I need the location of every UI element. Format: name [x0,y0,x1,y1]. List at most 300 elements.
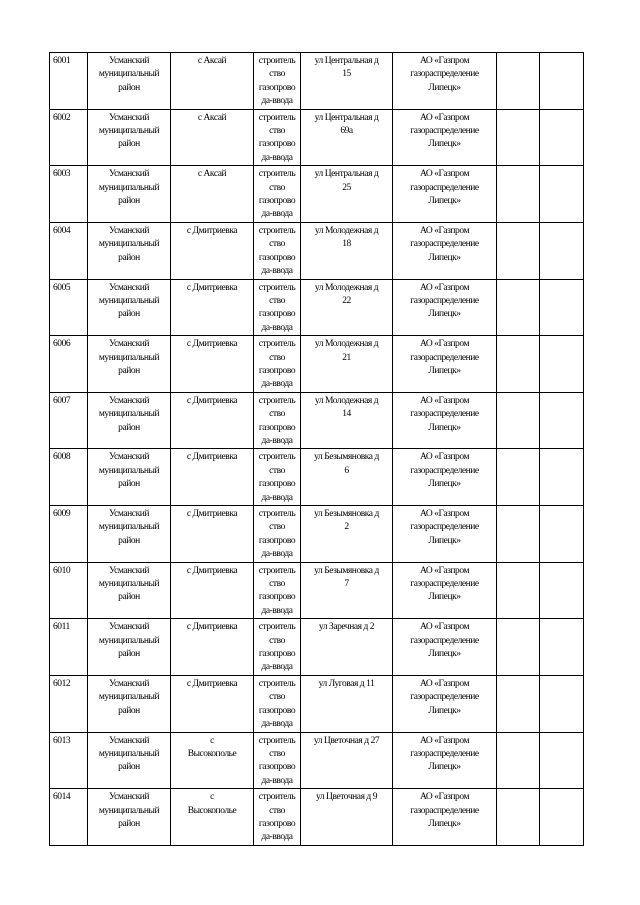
work-type-cell-line: ство [269,69,285,80]
organization-cell-line: Липецк» [428,82,461,93]
address-cell-line: ул Заречная д 2 [318,622,375,633]
organization-cell-line: газораспределение [410,409,479,420]
empty-cell [540,53,584,110]
locality-cell-line: с Дмитриевка [186,678,238,689]
locality-cell [171,675,254,732]
empty-cell [540,449,584,506]
work-type-cell-line: газопрово [258,479,296,490]
work-type-cell [254,336,301,393]
organization-cell-line: АО «Газпром [419,225,470,236]
organization-cell [393,166,497,223]
organization-cell [393,675,497,732]
address-cell-line: ул Центральная д [314,56,379,66]
address-cell-line: ул Безымяновка д [314,452,379,463]
organization-cell-line: Липецк» [428,479,461,490]
work-type-cell-line: строитель [258,282,296,293]
row-number-cell: 6008 [50,449,88,506]
row-number-cell: 6006 [50,336,88,393]
work-type-cell-line: да-ввода [261,435,293,446]
work-type-cell-line: газопрово [258,196,296,207]
work-type-cell-line: строитель [258,339,296,350]
work-type-cell-line: да-ввода [261,379,293,390]
organization-cell-line: АО «Газпром [419,339,470,350]
address-cell [301,53,393,110]
district-cell-line: Усманский [109,792,149,803]
row-number-cell: 6001 [50,53,88,110]
organization-cell [393,336,497,393]
locality-cell-line: с [210,792,214,803]
row-number-cell: 6011 [50,619,88,676]
district-cell-line: Усманский [109,565,149,576]
address-cell-line: 6 [344,465,349,476]
empty-cell [540,222,584,279]
work-type-cell-line: ство [269,579,285,590]
work-type-cell-line: ство [269,748,285,759]
address-cell-line: ул Молодежная д [314,339,379,350]
work-type-cell-line: ство [269,352,285,363]
address-cell [301,562,393,619]
empty-cell [540,675,584,732]
locality-cell-line: с Дмитриевка [186,225,238,236]
work-type-cell-line: ство [269,239,285,250]
district-cell-line: муниципальный [98,692,160,703]
organization-cell-line: газораспределение [410,295,479,306]
organization-cell-line: Липецк» [428,705,461,716]
district-cell-line: район [118,139,140,150]
work-type-cell-line: строитель [258,395,296,406]
work-type-cell [254,506,301,563]
district-cell-line: муниципальный [98,522,160,533]
work-type-cell-line: строитель [258,678,296,689]
work-type-cell-line: газопрово [258,592,296,603]
address-cell-line: 2 [344,522,349,533]
work-type-cell-line: строитель [258,792,296,803]
organization-cell-line: Липецк» [428,592,461,603]
district-cell-line: район [118,365,140,376]
work-type-cell-line: да-ввода [261,775,293,786]
empty-cell [497,166,540,223]
empty-cell [497,53,540,110]
address-cell-line: 21 [342,352,351,363]
district-cell-line: Усманский [109,622,149,633]
empty-cell [497,562,540,619]
organization-cell [393,392,497,449]
row-number-cell: 6003 [50,166,88,223]
address-cell-line: 25 [342,182,351,193]
table-row [50,392,584,449]
district-cell-line: район [118,649,140,660]
work-type-cell-line: строитель [258,565,296,576]
address-cell-line: ул Центральная д [314,112,379,123]
work-type-cell-line: да-ввода [261,832,293,843]
work-type-cell-line: газопрово [258,309,296,320]
locality-cell [171,222,254,279]
work-type-cell-line: газопрово [258,705,296,716]
locality-cell [171,336,254,393]
locality-cell-line: с Аксай [197,112,227,123]
work-type-cell-line: строитель [258,112,296,123]
district-cell-line: муниципальный [98,465,160,476]
district-cell [88,789,171,846]
table-body [50,53,584,846]
table-row [50,53,584,110]
address-cell [301,619,393,676]
district-cell-line: Усманский [109,56,149,66]
organization-cell-line: газораспределение [410,352,479,363]
work-type-cell-line: газопрово [258,649,296,660]
organization-cell-line: газораспределение [410,692,479,703]
organization-cell-line: газораспределение [410,805,479,816]
organization-cell-line: газораспределение [410,239,479,250]
organization-cell-line: Липецк» [428,365,461,376]
address-cell-line: 69а [340,126,353,137]
district-cell-line: Усманский [109,339,149,350]
address-cell-line: ул Цветочная д 27 [313,735,380,746]
district-cell-line: район [118,422,140,433]
organization-cell-line: Липецк» [428,422,461,433]
empty-cell [497,392,540,449]
address-cell-line: 18 [342,239,351,250]
address-cell-line: 7 [344,579,349,590]
district-cell [88,222,171,279]
organization-cell-line: Липецк» [428,649,461,660]
organization-cell-line: газораспределение [410,182,479,193]
locality-cell-line: с Дмитриевка [186,395,238,406]
empty-cell [497,789,540,846]
table-row [50,562,584,619]
district-cell-line: муниципальный [98,295,160,306]
district-cell-line: Усманский [109,735,149,746]
district-cell-line: район [118,818,140,829]
address-cell [301,449,393,506]
work-type-cell [254,222,301,279]
address-cell [301,732,393,789]
address-cell [301,109,393,166]
district-cell-line: район [118,592,140,603]
district-cell [88,109,171,166]
work-type-cell-line: строитель [258,452,296,463]
locality-cell [171,53,254,110]
locality-cell-line: с Дмитриевка [186,622,238,633]
address-cell [301,789,393,846]
row-number-cell: 6004 [50,222,88,279]
district-cell-line: Усманский [109,282,149,293]
district-cell [88,53,171,110]
row-number-cell: 6012 [50,675,88,732]
work-type-cell-line: ство [269,635,285,646]
work-type-cell-line: да-ввода [261,719,293,730]
work-type-cell-line: да-ввода [261,96,293,107]
work-type-cell-line: да-ввода [261,549,293,560]
locality-cell-line: с Дмитриевка [186,452,238,463]
work-type-cell-line: газопрово [258,82,296,93]
organization-cell-line: АО «Газпром [419,792,470,803]
locality-cell-line: с [210,735,214,746]
work-type-cell-line: строитель [258,169,296,180]
district-cell-line: Усманский [109,225,149,236]
locality-cell [171,619,254,676]
address-cell [301,279,393,336]
organization-cell-line: газораспределение [410,126,479,137]
district-cell-line: район [118,535,140,546]
locality-cell [171,449,254,506]
address-cell-line: 14 [342,409,351,420]
work-type-cell-line: строитель [258,225,296,236]
organization-cell [393,279,497,336]
locality-cell-line: с Дмитриевка [186,565,238,576]
work-type-cell-line: строитель [258,735,296,746]
locality-cell [171,732,254,789]
work-type-cell [254,392,301,449]
work-type-cell-line: строитель [258,56,296,66]
address-cell-line: ул Молодежная д [314,225,379,236]
district-cell [88,562,171,619]
row-number-cell: 6007 [50,392,88,449]
locality-cell-line: с Аксай [197,169,227,180]
gas-pipeline-table [49,52,584,846]
work-type-cell-line: да-ввода [261,605,293,616]
row-number-cell: 6014 [50,789,88,846]
work-type-cell [254,449,301,506]
work-type-cell-line: ство [269,126,285,137]
district-cell-line: район [118,252,140,263]
work-type-cell-line: ство [269,522,285,533]
empty-cell [540,392,584,449]
organization-cell-line: газораспределение [410,522,479,533]
work-type-cell [254,562,301,619]
address-cell-line: 15 [342,69,351,80]
district-cell-line: муниципальный [98,409,160,420]
empty-cell [497,732,540,789]
table-row [50,449,584,506]
empty-cell [540,109,584,166]
work-type-cell-line: ство [269,182,285,193]
empty-cell [497,449,540,506]
address-cell-line: ул Безымяновка д [314,565,379,576]
address-cell [301,166,393,223]
address-cell-line: ул Безымяновка д [314,509,379,519]
work-type-cell-line: строитель [258,622,296,633]
table-row [50,789,584,846]
empty-cell [497,279,540,336]
table-row [50,506,584,563]
district-cell-line: Усманский [109,452,149,463]
organization-cell [393,449,497,506]
organization-cell-line: АО «Газпром [419,735,470,746]
district-cell [88,732,171,789]
empty-cell [540,732,584,789]
empty-cell [497,222,540,279]
address-cell [301,222,393,279]
locality-cell-line: с Дмитриевка [186,509,238,519]
district-cell-line: район [118,309,140,320]
row-number-cell: 6002 [50,109,88,166]
organization-cell-line: Липецк» [428,139,461,150]
organization-cell-line: АО «Газпром [419,169,470,180]
district-cell [88,675,171,732]
table-row [50,222,584,279]
address-cell-line: ул Цветочная д 9 [315,792,378,803]
district-cell-line: Усманский [109,678,149,689]
district-cell [88,392,171,449]
district-cell-line: район [118,196,140,207]
district-cell-line: Усманский [109,509,149,519]
address-cell [301,336,393,393]
organization-cell [393,506,497,563]
district-cell-line: район [118,705,140,716]
empty-cell [540,619,584,676]
address-cell-line: ул Центральная д [314,169,379,180]
work-type-cell-line: газопрово [258,535,296,546]
organization-cell-line: АО «Газпром [419,282,470,293]
district-cell [88,619,171,676]
organization-cell [393,619,497,676]
work-type-cell [254,732,301,789]
address-cell-line: ул Молодежная д [314,395,379,406]
organization-cell-line: Липецк» [428,309,461,320]
organization-cell-line: Липецк» [428,535,461,546]
empty-cell [540,166,584,223]
locality-cell-line: Высокополье [187,805,237,816]
work-type-cell-line: газопрово [258,365,296,376]
empty-cell [497,619,540,676]
work-type-cell-line: да-ввода [261,209,293,220]
district-cell-line: муниципальный [98,748,160,759]
work-type-cell-line: газопрово [258,252,296,263]
organization-cell-line: АО «Газпром [419,395,470,406]
empty-cell [540,506,584,563]
work-type-cell-line: ство [269,465,285,476]
district-cell-line: муниципальный [98,239,160,250]
organization-cell-line: Липецк» [428,818,461,829]
work-type-cell [254,279,301,336]
organization-cell-line: АО «Газпром [419,678,470,689]
work-type-cell [254,109,301,166]
organization-cell-line: Липецк» [428,196,461,207]
organization-cell [393,732,497,789]
organization-cell [393,53,497,110]
organization-cell-line: АО «Газпром [419,56,470,66]
work-type-cell-line: да-ввода [261,322,293,333]
locality-cell [171,279,254,336]
row-number-cell: 6005 [50,279,88,336]
work-type-cell-line: газопрово [258,139,296,150]
organization-cell-line: АО «Газпром [419,622,470,633]
organization-cell-line: АО «Газпром [419,452,470,463]
table-row [50,109,584,166]
organization-cell-line: газораспределение [410,635,479,646]
district-cell-line: Усманский [109,395,149,406]
organization-cell-line: газораспределение [410,748,479,759]
table-row [50,619,584,676]
locality-cell [171,392,254,449]
work-type-cell-line: газопрово [258,762,296,773]
district-cell-line: район [118,479,140,490]
work-type-cell [254,675,301,732]
organization-cell [393,789,497,846]
locality-cell-line: Высокополье [187,748,237,759]
work-type-cell-line: да-ввода [261,152,293,163]
work-type-cell-line: ство [269,295,285,306]
locality-cell-line: с Дмитриевка [186,282,238,293]
district-cell-line: муниципальный [98,805,160,816]
district-cell-line: муниципальный [98,352,160,363]
district-cell-line: район [118,82,140,93]
locality-cell-line: с Дмитриевка [186,339,238,350]
district-cell [88,449,171,506]
empty-cell [497,506,540,563]
organization-cell-line: АО «Газпром [419,509,470,519]
district-cell-line: муниципальный [98,182,160,193]
district-cell-line: Усманский [109,169,149,180]
empty-cell [540,279,584,336]
district-cell-line: муниципальный [98,579,160,590]
locality-cell [171,109,254,166]
work-type-cell [254,789,301,846]
organization-cell [393,562,497,619]
empty-cell [540,789,584,846]
district-cell-line: район [118,762,140,773]
organization-cell-line: газораспределение [410,69,479,80]
locality-cell-line: с Аксай [197,56,227,66]
table-row [50,336,584,393]
work-type-cell-line: да-ввода [261,266,293,277]
district-cell-line: муниципальный [98,635,160,646]
table-row [50,166,584,223]
empty-cell [540,562,584,619]
organization-cell [393,222,497,279]
address-cell [301,675,393,732]
organization-cell-line: АО «Газпром [419,112,470,123]
work-type-cell-line: ство [269,409,285,420]
table-row [50,675,584,732]
work-type-cell-line: ство [269,692,285,703]
organization-cell-line: Липецк» [428,762,461,773]
table-row [50,732,584,789]
work-type-cell-line: газопрово [258,422,296,433]
organization-cell-line: газораспределение [410,465,479,476]
address-cell [301,392,393,449]
district-cell-line: муниципальный [98,69,160,80]
empty-cell [497,336,540,393]
locality-cell [171,506,254,563]
district-cell [88,166,171,223]
organization-cell-line: Липецк» [428,252,461,263]
district-cell [88,336,171,393]
address-cell-line: 22 [342,295,351,306]
organization-cell [393,109,497,166]
table-row [50,279,584,336]
organization-cell-line: АО «Газпром [419,565,470,576]
locality-cell [171,562,254,619]
row-number-cell: 6009 [50,506,88,563]
district-cell-line: Усманский [109,112,149,123]
organization-cell-line: газораспределение [410,579,479,590]
work-type-cell [254,619,301,676]
work-type-cell-line: ство [269,805,285,816]
row-number-cell: 6013 [50,732,88,789]
row-number-cell: 6010 [50,562,88,619]
work-type-cell [254,53,301,110]
work-type-cell [254,166,301,223]
address-cell-line: ул Молодежная д [314,282,379,293]
empty-cell [497,109,540,166]
work-type-cell-line: газопрово [258,818,296,829]
address-cell-line: ул Луговая д 11 [318,678,375,689]
work-type-cell-line: да-ввода [261,662,293,673]
locality-cell [171,166,254,223]
district-cell [88,506,171,563]
